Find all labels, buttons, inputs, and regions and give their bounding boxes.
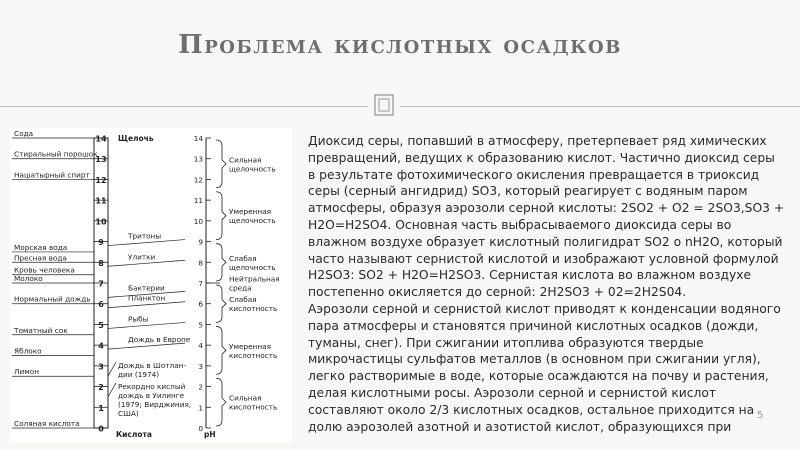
rain-note-label: Дождь в Шотлан- xyxy=(118,361,187,371)
zone-label: кислотность xyxy=(229,304,278,314)
right-scale-tick-label: 13 xyxy=(193,154,203,164)
left-scale-tick-label: 14 xyxy=(95,134,107,144)
left-scale-tick-label: 0 xyxy=(98,424,104,434)
right-scale-tick-label: 6 xyxy=(198,299,203,309)
left-scale-tick-label: 1 xyxy=(98,403,104,413)
right-scale-tick-label: 4 xyxy=(198,341,203,351)
right-scale-footer: pH xyxy=(204,430,216,439)
zone-label: щелочность xyxy=(229,164,276,174)
organism-label: Дождь в Европе xyxy=(128,335,191,345)
right-scale-tick-label: 12 xyxy=(193,175,203,185)
substance-label: Соляная кислота xyxy=(14,419,80,428)
substance-label: Пресная вода xyxy=(14,253,67,263)
left-scale-tick-label: 5 xyxy=(98,320,104,330)
rain-note-leader xyxy=(108,362,116,376)
right-scale-tick-label: 9 xyxy=(198,237,203,247)
right-scale-tick-label: 3 xyxy=(198,361,203,371)
divider-ornament-icon xyxy=(371,92,397,118)
right-scale-tick-label: 2 xyxy=(198,382,203,392)
organism-label: Тритоны xyxy=(128,231,162,241)
substance-label: Яблоко xyxy=(14,346,42,356)
body-paragraph-1: Диоксид серы, попавший в атмосферу, претерпевает ряд химических превращений, ведущих к образованию кислот. Частично диоксид серы в результате фотохимического окисления превращается в триоксид серы (серный ангидрид) SO3, который реагирует с водяным паром атмосферы, образуя аэрозоли серной кислоты: 2SO2 + O2 = 2SO3,SO3 + H2O=H2SO4. Основная часть выбрасываемого диоксида серы во влажном воздухе образует кислотный полигидрат SO2 о nH2O, который часто называют сернистой кислотой и изображают условной формулой H2SO3: SO2 + H2O=H2SO3. Сернистая кислота во влажном воздухе постепенно окисляется до серной: 2H2SO3 + 02=2H2S04. xyxy=(308,134,785,300)
zone-label: Слабая xyxy=(229,253,257,263)
right-scale-tick-label: 1 xyxy=(198,403,203,413)
substance-label: Стиральный порошок xyxy=(14,149,98,159)
title-divider-right xyxy=(400,106,800,107)
left-scale-tick-label: 12 xyxy=(95,175,107,185)
rain-note-label: дии (1974) xyxy=(118,370,160,380)
left-scale-tick-label: 8 xyxy=(98,258,104,268)
left-scale-tick-label: 11 xyxy=(95,196,107,206)
zone-label: щелочность xyxy=(229,216,276,226)
body-paragraph-2: Аэрозоли серной и сернистой кислот приводят к конденсации водяного пара атмосферы и становятся причиной кислотных осадков (дожди, туманы, снег). При сжигании итоплива образуются твердые микрочастицы сульфатов металлов (в основном при сжигании угля), легко растворимые в воде, которые осаждаются на почву и растения, делая кислотными росы. Аэрозоли серной и сернистой кислот составляют около 2/3 кислотных осадков, остальное приходится на долю аэрозолей азотной и азотистой кислот, образующихся при xyxy=(308,301,781,434)
left-scale-tick-label: 7 xyxy=(98,279,104,289)
substance-label: Морская вода xyxy=(14,242,68,252)
zone-brace xyxy=(216,244,226,281)
organism-label: Бактерии xyxy=(128,283,165,293)
zone-label: кислотность xyxy=(229,402,278,412)
ph-scale-figure xyxy=(10,128,292,442)
left-scale-tick-label: 9 xyxy=(98,238,104,248)
slide-title: Проблема кислотных осадков xyxy=(178,30,622,60)
zone-label: Нейтральная xyxy=(229,274,280,284)
zone-brace xyxy=(216,326,226,374)
organism-label: Рыбы xyxy=(128,314,149,324)
right-scale-tick-label: 0 xyxy=(198,424,203,433)
left-scale-tick-label: 6 xyxy=(98,300,104,310)
right-scale-tick-label: 8 xyxy=(198,258,203,268)
rain-note-label: Рекордно кислый xyxy=(118,381,186,391)
zone-label: Слабая xyxy=(229,295,257,305)
rain-note-leader xyxy=(108,383,116,397)
zone-brace xyxy=(216,285,226,322)
organism-label: Планктон xyxy=(128,293,166,303)
zone-label: Умеренная xyxy=(229,341,271,351)
slide-body xyxy=(308,133,786,450)
right-scale-tick-label: 5 xyxy=(198,320,203,330)
zone-brace xyxy=(216,378,226,426)
zone-brace xyxy=(216,140,226,188)
rain-note-label: США) xyxy=(118,408,139,418)
left-scale-tick-label: 3 xyxy=(98,362,104,372)
zone-label: кислотность xyxy=(229,350,278,360)
substance-label: Нормальный дождь xyxy=(14,294,91,304)
zone-label: Умеренная xyxy=(229,207,271,217)
right-scale-tick-label: 10 xyxy=(193,216,203,226)
right-scale-tick-label: 11 xyxy=(193,196,203,206)
substance-label: Нашатырный спирт xyxy=(14,170,90,180)
zone-label: Сильная xyxy=(229,155,262,165)
right-scale-tick-label: 14 xyxy=(193,134,203,143)
right-scale-tick-label: 7 xyxy=(198,279,203,288)
left-scale-tick-label: 2 xyxy=(98,383,104,393)
page-number: 5 xyxy=(757,410,764,421)
substance-label: Кровь человека xyxy=(14,265,75,275)
substance-label: Сода xyxy=(14,129,34,138)
title-divider-left xyxy=(0,106,368,107)
ph-scale-diagram xyxy=(10,128,292,442)
substance-label: Томатный сок xyxy=(14,325,68,335)
organism-label: Улитки xyxy=(128,252,156,262)
zone-label: среда xyxy=(229,283,252,293)
left-scale-tick-label: 4 xyxy=(98,341,104,351)
left-scale-footer: Кислота xyxy=(116,430,152,439)
substance-label: Лимон xyxy=(14,367,39,377)
left-scale-header: Щелочь xyxy=(118,134,154,143)
left-scale-tick-label: 10 xyxy=(95,217,107,227)
zone-label: щелочность xyxy=(229,262,276,272)
left-scale-tick-label: 13 xyxy=(95,155,107,165)
rain-note-label: (1979; Вирджиния, xyxy=(118,399,192,409)
zone-brace xyxy=(216,192,226,240)
substance-label: Молоко xyxy=(14,274,43,283)
rain-note-label: дождь в Уилинге xyxy=(118,390,185,400)
zone-label: Сильная xyxy=(229,393,262,403)
